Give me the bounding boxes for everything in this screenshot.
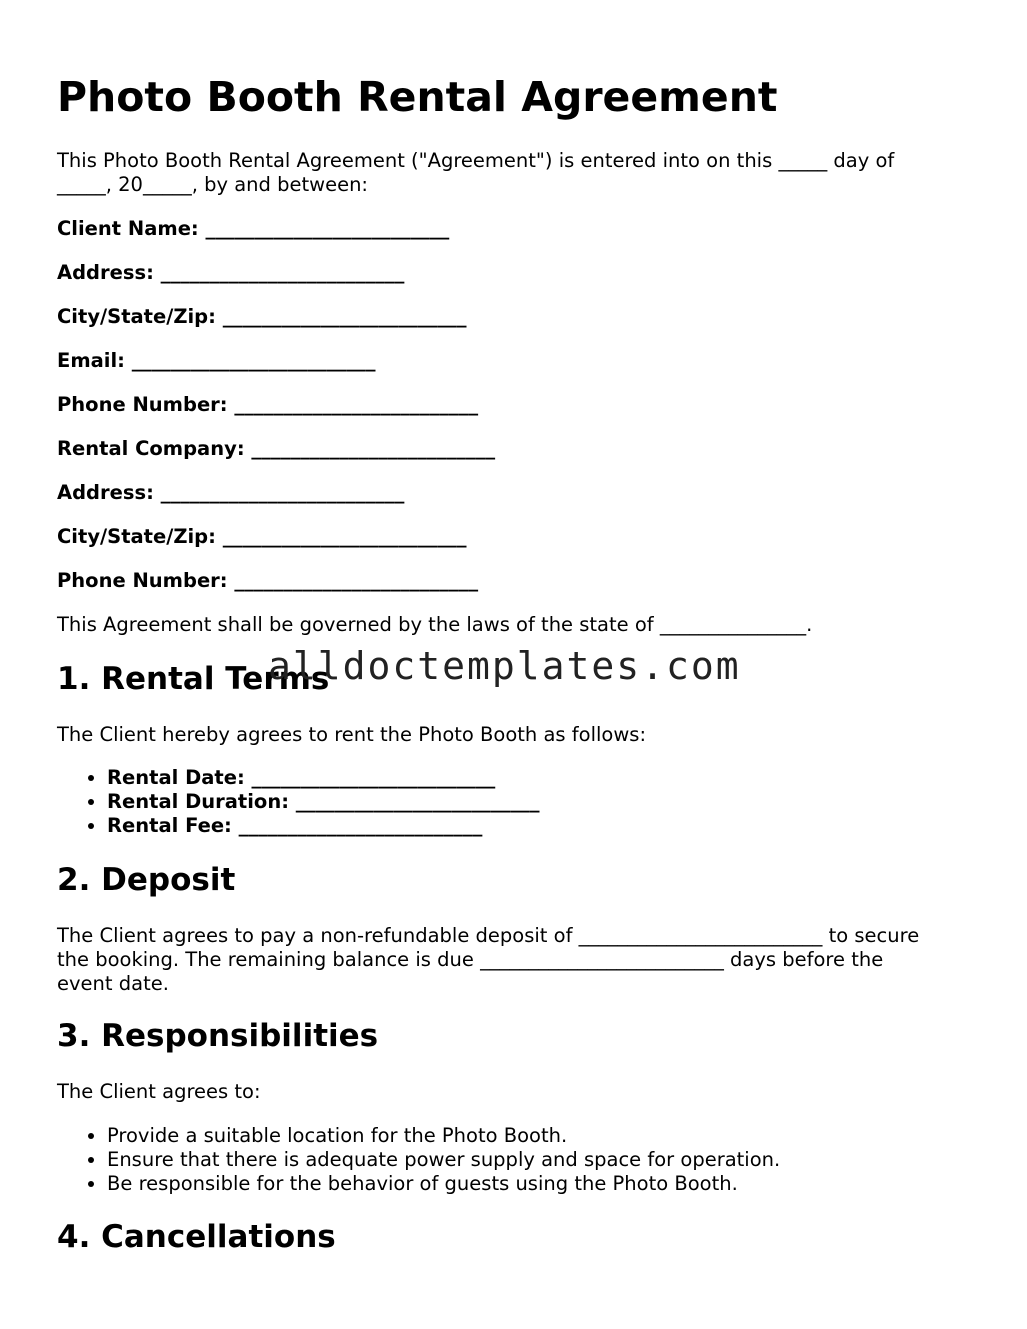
page-title: Photo Booth Rental Agreement: [57, 73, 778, 121]
list-item: • Rental Date: _________________________: [107, 766, 540, 790]
client-address-field: Address: _________________________: [57, 261, 405, 284]
client-phone-field: Phone Number: _________________________: [57, 393, 479, 416]
list-item: • Be responsible for the behavior of guests using the Photo Booth.: [107, 1172, 780, 1196]
rental-terms-list: [57, 766, 540, 838]
intro-line-2: _____, 20_____, by and between:: [57, 173, 369, 196]
watermark: alldoctemplates.com: [268, 644, 741, 688]
section-heading-rental-terms: 1. Rental Terms: [57, 661, 330, 697]
list-item: • Provide a suitable location for the Photo Booth.: [107, 1124, 780, 1148]
section-heading-cancellations: 4. Cancellations: [57, 1219, 336, 1255]
client-city-field: City/State/Zip: _________________________: [57, 305, 467, 328]
deposit-line-2: the booking. The remaining balance is due _________________________ days before the: [57, 948, 884, 971]
list-item: • Rental Duration: _________________________: [107, 790, 540, 814]
responsibilities-list: [57, 1124, 780, 1196]
company-phone-field: Phone Number: _________________________: [57, 569, 479, 592]
client-name-field: Client Name: _________________________: [57, 217, 450, 240]
section-heading-deposit: 2. Deposit: [57, 862, 236, 898]
rental-company-field: Rental Company: _________________________: [57, 437, 496, 460]
intro-line-1: This Photo Booth Rental Agreement ("Agreement") is entered into on this _____ day of: [57, 149, 895, 172]
list-item: • Ensure that there is adequate power supply and space for operation.: [107, 1148, 780, 1172]
client-email-field: Email: _________________________: [57, 349, 376, 372]
responsibilities-intro: The Client agrees to:: [57, 1080, 261, 1103]
company-address-field: Address: _________________________: [57, 481, 405, 504]
governing-law-text: This Agreement shall be governed by the laws of the state of _______________.: [57, 613, 813, 636]
list-item: • Rental Fee: _________________________: [107, 814, 540, 838]
deposit-line-1: The Client agrees to pay a non-refundable deposit of _________________________ to secure: [57, 924, 920, 947]
company-city-field: City/State/Zip: _________________________: [57, 525, 467, 548]
section-heading-responsibilities: 3. Responsibilities: [57, 1018, 379, 1054]
deposit-line-3: event date.: [57, 972, 169, 995]
rental-terms-intro: The Client hereby agrees to rent the Photo Booth as follows:: [57, 723, 647, 746]
